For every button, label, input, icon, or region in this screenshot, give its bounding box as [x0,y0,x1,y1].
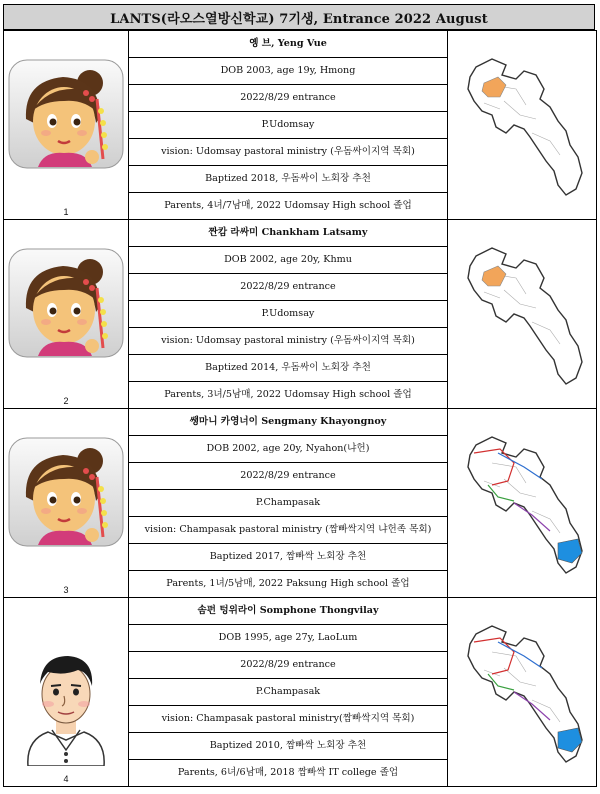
student-parents: Parents, 6녀/6남매, 2018 짬빠싹 IT college 졸업 [129,760,448,787]
student-dob: DOB 2002, age 20y, Khmu [129,247,448,274]
student-vision: vision: Udomsay pastoral ministry (우돔싸이지역 목회) [129,328,448,355]
laos-map-icon [454,234,590,394]
student-baptized: Baptized 2018, 우돔싸이 노회장 추천 [129,166,448,193]
student-name: 쌩마니 카영너이 Sengmany Khayongnoy [129,409,448,436]
student-parents: Parents, 1녀/5남매, 2022 Paksung High school 졸업 [129,571,448,598]
student-dob: DOB 2003, age 19y, Hmong [129,58,448,85]
student-parents: Parents, 3녀/5남매, 2022 Udomsay High school 졸업 [129,382,448,409]
student-parents: Parents, 4녀/7남매, 2022 Udomsay High school 졸업 [129,193,448,220]
student-baptized: Baptized 2017, 짬빠싹 노회장 추천 [129,544,448,571]
laos-map-icon [454,612,590,772]
province-map-cell [448,220,597,409]
boy-avatar-icon [8,628,124,766]
student-name: 솜펀 텅위라이 Somphone Thongvilay [129,598,448,625]
girl-avatar-icon [8,248,124,358]
student-dob: DOB 1995, age 27y, LaoLum [129,625,448,652]
student-number: 4 [63,774,69,784]
student-baptized: Baptized 2014, 우돔싸이 노회장 추천 [129,355,448,382]
student-number: 2 [63,396,69,406]
student-province: P.Udomsay [129,112,448,139]
student-baptized: Baptized 2010, 짬빠싹 노회장 추천 [129,733,448,760]
laos-map-icon [454,423,590,583]
student-sheet [3,4,595,787]
girl-avatar-icon [8,59,124,169]
student-entrance: 2022/8/29 entrance [129,463,448,490]
sheet-title: LANTS(라오스열방신학교) 7기생, Entrance 2022 August [3,4,595,30]
student-name: 옝 브, Yeng Vue [129,31,448,58]
student-entrance: 2022/8/29 entrance [129,274,448,301]
province-map-cell [448,31,597,220]
student-province: P.Champasak [129,679,448,706]
student-province: P.Udomsay [129,301,448,328]
student-entrance: 2022/8/29 entrance [129,652,448,679]
student-photo-cell [4,220,129,409]
student-photo-cell [4,31,129,220]
students-table [3,30,597,787]
student-photo-cell [4,409,129,598]
student-vision: vision: Champasak pastoral ministry (짬빠싹지역 냐헌족 목회) [129,517,448,544]
province-map-cell [448,598,597,787]
student-number: 1 [63,207,69,217]
student-vision: vision: Udomsay pastoral ministry (우돔싸이지역 목회) [129,139,448,166]
student-entrance: 2022/8/29 entrance [129,85,448,112]
laos-map-icon [454,45,590,205]
province-map-cell [448,409,597,598]
student-province: P.Champasak [129,490,448,517]
student-photo-cell [4,598,129,787]
student-name: 짠캄 라싸미 Chankham Latsamy [129,220,448,247]
student-number: 3 [63,585,69,595]
student-vision: vision: Champasak pastoral ministry(짬빠싹지역 목회) [129,706,448,733]
girl-avatar-icon [8,437,124,547]
student-dob: DOB 2002, age 20y, Nyahon(냐헌) [129,436,448,463]
